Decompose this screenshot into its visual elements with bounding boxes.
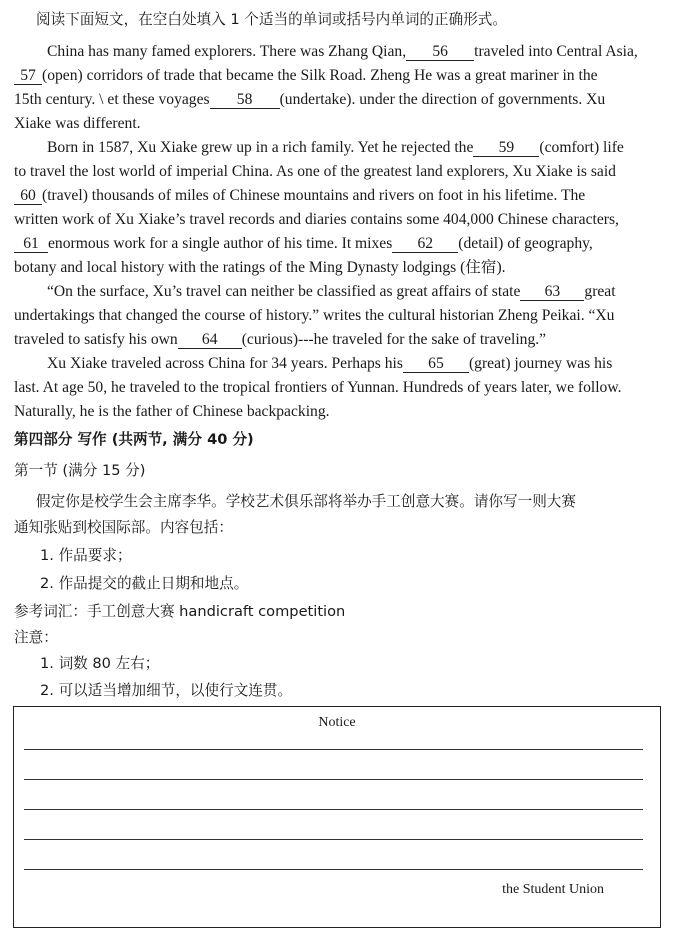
passage-line: Xu Xiake traveled across China for 34 years. Perhaps his 65 (great) journey was his xyxy=(47,355,613,372)
passage-line: last. At age 50, he traveled to the tropical frontiers of Yunnan. Hundreds of years later, we follow. xyxy=(14,379,622,396)
blank-58[interactable]: 58 xyxy=(210,91,280,109)
note-item: 1. 词数 80 左右； xyxy=(40,655,160,672)
blank-62[interactable]: 62 xyxy=(392,235,458,253)
note-item: 2. 可以适当增加细节，以使行文连贯。 xyxy=(40,682,293,699)
writing-line[interactable] xyxy=(24,839,643,840)
passage-line: traveled to satisfy his own 64 (curious)---he traveled for the sake of traveling.” xyxy=(14,331,547,348)
passage-line: Naturally, he is the father of Chinese backpacking. xyxy=(14,403,330,420)
section1-heading: 第一节 (满分 15 分) xyxy=(14,462,146,479)
blank-56[interactable]: 56 xyxy=(406,43,474,61)
blank-65[interactable]: 65 xyxy=(403,355,469,373)
signature: the Student Union xyxy=(502,882,604,897)
passage-line: undertakings that changed the course of history.” writes the cultural historian Zheng Peikai. “Xu xyxy=(14,307,615,324)
passage-line: to travel the lost world of imperial China. As one of the greatest land explorers, Xu Xiake is said xyxy=(14,163,616,180)
passage-line: “On the surface, Xu’s travel can neither be classified as great affairs of state 63 great xyxy=(47,283,616,300)
part4-heading: 第四部分 写作 (共两节, 满分 40 分) xyxy=(14,431,254,448)
writing-line[interactable] xyxy=(24,779,643,780)
passage-line: 61 enormous work for a single author of his time. It mixes 62 (detail) of geography, xyxy=(14,234,593,254)
passage-line: 60 (travel) thousands of miles of Chinese mountains and rivers on foot in his lifetime. The xyxy=(14,186,585,206)
passage-line: written work of Xu Xiake’s travel records and diaries contains some 404,000 Chinese characters, xyxy=(14,211,619,228)
blank-57[interactable]: 57 xyxy=(14,67,42,85)
task-line: 通知张贴到校国际部。内容包括： xyxy=(14,519,233,536)
passage-line: Xiake was different. xyxy=(14,115,141,132)
writing-line[interactable] xyxy=(24,749,643,750)
task-line: 假定你是校学生会主席李华。学校艺术俱乐部将举办手工创意大赛。请你写一则大赛 xyxy=(36,493,576,510)
passage-line: botany and local history with the ratings of the Ming Dynasty lodgings (住宿). xyxy=(14,259,506,276)
blank-61[interactable]: 61 xyxy=(14,235,48,253)
blank-60[interactable]: 60 xyxy=(14,187,42,205)
writing-line[interactable] xyxy=(24,809,643,810)
notes-label: 注意： xyxy=(14,629,58,646)
instruction: 阅读下面短文，在空白处填入 1 个适当的单词或括号内单词的正确形式。 xyxy=(36,11,507,28)
answer-box xyxy=(13,706,661,928)
passage-line: 15th century. \ et these voyages 58 (undertake). under the direction of governments. Xu xyxy=(14,91,606,108)
passage-line: Born in 1587, Xu Xiake grew up in a rich family. Yet he rejected the 59 (comfort) life xyxy=(47,139,624,156)
passage-line: 57 (open) corridors of trade that became the Silk Road. Zheng He was a great mariner in the xyxy=(14,66,598,86)
blank-59[interactable]: 59 xyxy=(473,139,539,157)
writing-line[interactable] xyxy=(24,869,643,870)
blank-63[interactable]: 63 xyxy=(520,283,584,301)
requirement-item: 2. 作品提交的截止日期和地点。 xyxy=(40,575,249,592)
requirement-item: 1. 作品要求； xyxy=(40,547,132,564)
passage-line: China has many famed explorers. There was Zhang Qian, 56 traveled into Central Asia, xyxy=(47,43,638,60)
notice-title: Notice xyxy=(318,715,356,730)
vocabulary: 参考词汇：手工创意大赛 handicraft competition xyxy=(14,603,346,620)
blank-64[interactable]: 64 xyxy=(178,331,242,349)
